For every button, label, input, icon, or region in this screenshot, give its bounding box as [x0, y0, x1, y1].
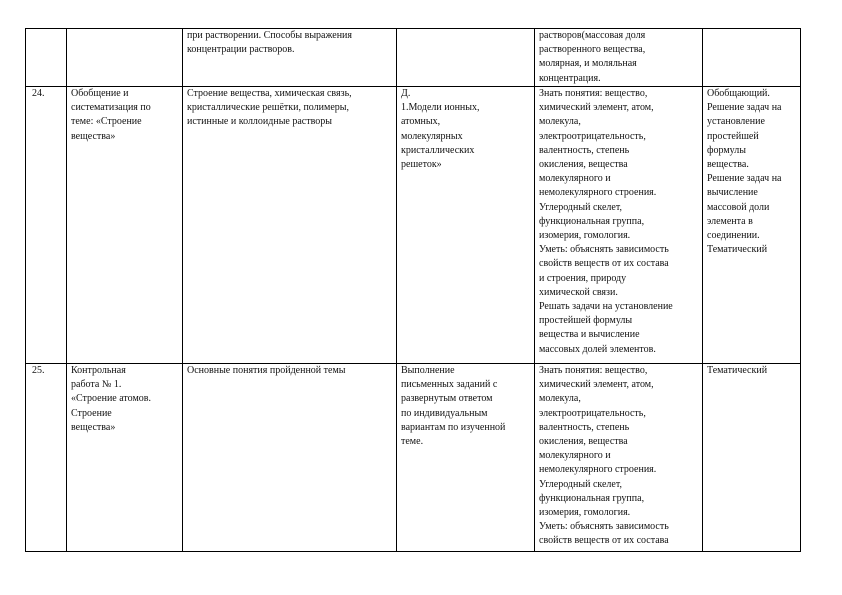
- lesson-activity-cell: Выполнение письменных заданий с развернутым ответом по индивидуальным вариантам по изученной теме.: [397, 364, 535, 552]
- lesson-plan-table: [25, 28, 801, 552]
- lesson-control-cell: [703, 29, 801, 87]
- lesson-control-cell: Обобщающий. Решение задач на установление простейшей формулы вещества. Решение задач на вычисление массовой доли элемента в соединении. Тематический: [703, 87, 801, 364]
- table-row: [26, 364, 801, 552]
- lesson-number-cell: 24.: [26, 87, 67, 364]
- lesson-content-cell: при растворении. Способы выражения концентрации растворов.: [183, 29, 397, 87]
- lesson-number-cell: [26, 29, 67, 87]
- lesson-content-cell: Строение вещества, химическая связь, кристаллические решётки, полимеры, истинные и коллоидные растворы: [183, 87, 397, 364]
- table-row: [26, 29, 801, 87]
- lesson-topic-cell: Контрольная работа № 1. «Строение атомов. Строение вещества»: [67, 364, 183, 552]
- lesson-topic-cell: [67, 29, 183, 87]
- lesson-number-cell: 25.: [26, 364, 67, 552]
- lesson-requirements-cell: Знать понятия: вещество, химический элемент, атом, молекула, электроотрицательность, валентность, степень окисления, вещества молекулярного и немолекулярного строения. Углеродный скелет, функциональная группа, изомерия, гомология. Уметь: объяснять зависимость свойств веществ от их состава: [535, 364, 703, 552]
- lesson-content-cell: Основные понятия пройденной темы: [183, 364, 397, 552]
- lesson-activity-cell: Д. 1.Модели ионных, атомных, молекулярных кристаллических решеток»: [397, 87, 535, 364]
- table-row: [26, 87, 801, 364]
- lesson-topic-cell: Обобщение и систематизация по теме: «Строение вещества»: [67, 87, 183, 364]
- lesson-control-cell: Тематический: [703, 364, 801, 552]
- lesson-requirements-cell: Знать понятия: вещество, химический элемент, атом, молекула, электроотрицательность, валентность, степень окисления, вещества молекулярного и немолекулярного строения. Углеродный скелет, функциональная группа, изомерия, гомология. Уметь: объяснять зависимость свойств веществ от их состава и строения, природу химической связи. Решать задачи на установление простейшей формулы вещества и вычисление массовых долей элементов.: [535, 87, 703, 364]
- lesson-requirements-cell: растворов(массовая доля растворенного вещества, молярная, и моляльная концентрация.: [535, 29, 703, 87]
- lesson-activity-cell: [397, 29, 535, 87]
